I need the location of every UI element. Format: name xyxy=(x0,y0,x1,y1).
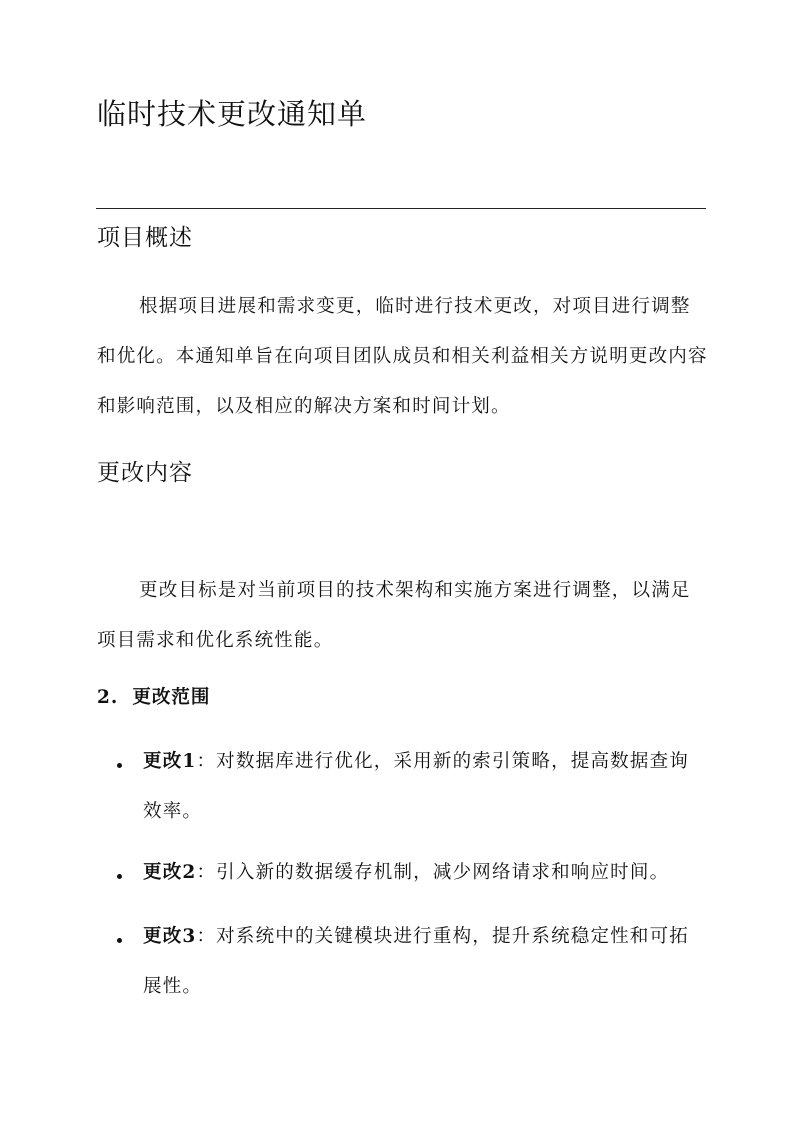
list-item-text xyxy=(143,912,703,1012)
scope-heading-text: 更改范围 xyxy=(132,687,211,708)
bullet-icon xyxy=(117,938,122,943)
list-item-key: 更改2 xyxy=(143,862,197,883)
scope-heading-number: 2. xyxy=(97,687,119,708)
list-item-body: ：对数据库进行优化，采用新的索引策略，提高数据查询效率。 xyxy=(143,751,689,822)
list-item-key: 更改3 xyxy=(143,926,197,947)
bullet-icon xyxy=(117,763,122,768)
scope-heading xyxy=(97,683,210,709)
bullet-icon xyxy=(117,874,122,879)
overview-paragraph: 根据项目进展和需求变更，临时进行技术更改，对项目进行调整和优化。本通知单旨在向项目团队成员和相关利益相关方说明更改内容和影响范围，以及相应的解决方案和时间计划。 xyxy=(97,296,708,417)
list-item-text xyxy=(143,848,703,898)
changes-paragraph: 更改目标是对当前项目的技术架构和实施方案进行调整，以满足项目需求和优化系统性能。 xyxy=(97,580,691,651)
section-heading-changes: 更改内容 xyxy=(97,460,193,486)
list-item-key: 更改1 xyxy=(143,751,197,772)
document-title: 临时技术更改通知单 xyxy=(97,97,368,131)
title-divider xyxy=(96,208,706,209)
list-item-body: ：对系统中的关键模块进行重构，提升系统稳定性和可拓展性。 xyxy=(143,926,689,997)
section-heading-overview: 项目概述 xyxy=(97,225,193,251)
list-item-body: ：引入新的数据缓存机制，减少网络请求和响应时间。 xyxy=(196,862,670,883)
list-item-text xyxy=(143,737,703,837)
